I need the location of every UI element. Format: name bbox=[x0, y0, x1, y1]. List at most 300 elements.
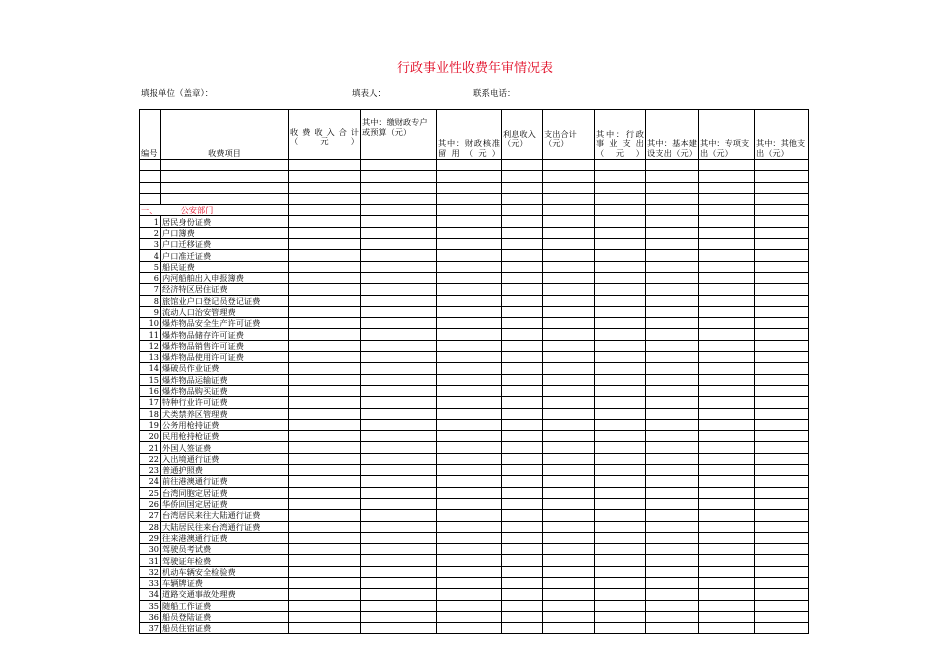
value-cell bbox=[289, 555, 361, 566]
value-cell bbox=[437, 340, 502, 351]
value-cell bbox=[699, 532, 755, 543]
header-other-expense: 其中：其他支出（元） bbox=[755, 110, 809, 160]
table-row bbox=[140, 261, 809, 272]
table-row bbox=[140, 589, 809, 600]
value-cell bbox=[699, 544, 755, 555]
value-cell bbox=[699, 623, 755, 634]
value-cell bbox=[361, 352, 437, 363]
value-cell bbox=[595, 227, 646, 238]
value-cell bbox=[755, 385, 809, 396]
value-cell bbox=[755, 623, 809, 634]
row-number: 22 bbox=[140, 453, 161, 464]
value-cell bbox=[361, 623, 437, 634]
value-cell bbox=[646, 566, 699, 577]
header-to-treasury: 其中：缴财政专户或预算（元） bbox=[361, 110, 437, 160]
value-cell bbox=[361, 227, 437, 238]
value-cell bbox=[502, 521, 543, 532]
fee-item-name: 爆炸物品安全生产许可证费 bbox=[161, 318, 289, 329]
value-cell bbox=[437, 555, 502, 566]
value-cell bbox=[543, 555, 595, 566]
value-cell bbox=[595, 600, 646, 611]
table-row bbox=[140, 521, 809, 532]
table-row bbox=[140, 555, 809, 566]
value-cell bbox=[361, 532, 437, 543]
value-cell bbox=[755, 419, 809, 430]
value-cell bbox=[361, 284, 437, 295]
value-cell bbox=[289, 385, 361, 396]
table-row bbox=[140, 442, 809, 453]
value-cell bbox=[502, 544, 543, 555]
row-number: 30 bbox=[140, 544, 161, 555]
value-cell bbox=[755, 340, 809, 351]
header-row bbox=[140, 110, 809, 160]
value-cell bbox=[543, 487, 595, 498]
fee-item-name: 往来港澳通行证费 bbox=[161, 532, 289, 543]
value-cell bbox=[646, 498, 699, 509]
table-row bbox=[140, 374, 809, 385]
value-cell bbox=[699, 465, 755, 476]
row-number: 13 bbox=[140, 352, 161, 363]
value-cell bbox=[755, 374, 809, 385]
value-cell bbox=[595, 284, 646, 295]
value-cell bbox=[543, 589, 595, 600]
value-cell bbox=[755, 476, 809, 487]
fee-item-name: 民用枪持枪证费 bbox=[161, 431, 289, 442]
value-cell bbox=[755, 431, 809, 442]
value-cell bbox=[543, 250, 595, 261]
value-cell bbox=[646, 397, 699, 408]
value-cell bbox=[646, 318, 699, 329]
value-cell bbox=[437, 431, 502, 442]
value-cell bbox=[437, 589, 502, 600]
row-number: 9 bbox=[140, 306, 161, 317]
value-cell bbox=[699, 419, 755, 430]
value-cell bbox=[646, 442, 699, 453]
row-number: 11 bbox=[140, 329, 161, 340]
value-cell bbox=[361, 261, 437, 272]
value-cell bbox=[699, 329, 755, 340]
row-number: 36 bbox=[140, 611, 161, 622]
value-cell bbox=[361, 239, 437, 250]
table-row bbox=[140, 250, 809, 261]
value-cell bbox=[361, 318, 437, 329]
fee-item-name: 船员住宿证费 bbox=[161, 623, 289, 634]
table-row bbox=[140, 306, 809, 317]
value-cell bbox=[502, 510, 543, 521]
value-cell bbox=[595, 510, 646, 521]
value-cell bbox=[502, 453, 543, 464]
fee-item-name: 爆炸物品销售许可证费 bbox=[161, 340, 289, 351]
value-cell bbox=[755, 227, 809, 238]
value-cell bbox=[755, 329, 809, 340]
table-row bbox=[140, 465, 809, 476]
header-construction-expense: 其中：基本建设支出（元） bbox=[646, 110, 699, 160]
value-cell bbox=[699, 521, 755, 532]
value-cell bbox=[699, 295, 755, 306]
fee-item-name: 户口簿费 bbox=[161, 227, 289, 238]
value-cell bbox=[543, 623, 595, 634]
value-cell bbox=[289, 476, 361, 487]
value-cell bbox=[595, 521, 646, 532]
value-cell bbox=[543, 453, 595, 464]
fee-review-table bbox=[139, 109, 809, 634]
value-cell bbox=[361, 453, 437, 464]
row-number: 15 bbox=[140, 374, 161, 385]
value-cell bbox=[646, 363, 699, 374]
row-number: 14 bbox=[140, 363, 161, 374]
table-row bbox=[140, 431, 809, 442]
value-cell bbox=[361, 385, 437, 396]
value-cell bbox=[646, 295, 699, 306]
value-cell bbox=[437, 216, 502, 227]
table-row bbox=[140, 295, 809, 306]
value-cell bbox=[699, 363, 755, 374]
row-number: 37 bbox=[140, 623, 161, 634]
value-cell bbox=[755, 498, 809, 509]
table-row bbox=[140, 385, 809, 396]
table-row bbox=[140, 600, 809, 611]
fee-item-name: 台湾同胞定居证费 bbox=[161, 487, 289, 498]
value-cell bbox=[502, 385, 543, 396]
value-cell bbox=[361, 600, 437, 611]
value-cell bbox=[437, 239, 502, 250]
value-cell bbox=[502, 329, 543, 340]
value-cell bbox=[543, 476, 595, 487]
value-cell bbox=[502, 555, 543, 566]
value-cell bbox=[543, 408, 595, 419]
value-cell bbox=[289, 465, 361, 476]
value-cell bbox=[595, 532, 646, 543]
header-approved-retention: 其中：财政核准留用（元） bbox=[437, 110, 502, 160]
value-cell bbox=[543, 442, 595, 453]
row-number: 19 bbox=[140, 419, 161, 430]
value-cell bbox=[699, 442, 755, 453]
value-cell bbox=[595, 408, 646, 419]
row-number: 6 bbox=[140, 272, 161, 283]
value-cell bbox=[543, 295, 595, 306]
table-row bbox=[140, 498, 809, 509]
row-number: 12 bbox=[140, 340, 161, 351]
fee-item-name: 台湾居民来往大陆通行证费 bbox=[161, 510, 289, 521]
value-cell bbox=[646, 577, 699, 588]
fee-item-name: 前往港澳通行证费 bbox=[161, 476, 289, 487]
value-cell bbox=[699, 272, 755, 283]
value-cell bbox=[755, 216, 809, 227]
value-cell bbox=[699, 589, 755, 600]
value-cell bbox=[699, 498, 755, 509]
phone-label: 联系电话： bbox=[473, 89, 516, 99]
value-cell bbox=[543, 521, 595, 532]
value-cell bbox=[289, 352, 361, 363]
blank-row bbox=[140, 171, 809, 182]
page-title: 行政事业性收费年审情况表 bbox=[396, 61, 553, 76]
value-cell bbox=[361, 340, 437, 351]
value-cell bbox=[595, 352, 646, 363]
header-total-expense: 支出合计（元） bbox=[543, 110, 595, 160]
fee-item-name: 户口准迁证费 bbox=[161, 250, 289, 261]
value-cell bbox=[361, 397, 437, 408]
value-cell bbox=[502, 442, 543, 453]
value-cell bbox=[646, 385, 699, 396]
section-number: 一、 bbox=[141, 205, 158, 216]
value-cell bbox=[437, 295, 502, 306]
value-cell bbox=[502, 363, 543, 374]
value-cell bbox=[646, 374, 699, 385]
fee-item-name: 道路交通事故处理费 bbox=[161, 589, 289, 600]
value-cell bbox=[289, 611, 361, 622]
value-cell bbox=[437, 442, 502, 453]
value-cell bbox=[543, 431, 595, 442]
value-cell bbox=[699, 431, 755, 442]
value-cell bbox=[502, 352, 543, 363]
value-cell bbox=[755, 397, 809, 408]
value-cell bbox=[595, 453, 646, 464]
fee-item-name: 公务用枪持证费 bbox=[161, 419, 289, 430]
fee-item-name: 犬类禁养区管理费 bbox=[161, 408, 289, 419]
value-cell bbox=[595, 397, 646, 408]
row-number: 18 bbox=[140, 408, 161, 419]
value-cell bbox=[289, 216, 361, 227]
fee-item-name: 普通护照费 bbox=[161, 465, 289, 476]
value-cell bbox=[502, 284, 543, 295]
row-number: 5 bbox=[140, 261, 161, 272]
value-cell bbox=[361, 374, 437, 385]
value-cell bbox=[361, 431, 437, 442]
row-number: 17 bbox=[140, 397, 161, 408]
value-cell bbox=[502, 318, 543, 329]
value-cell bbox=[755, 600, 809, 611]
value-cell bbox=[755, 272, 809, 283]
value-cell bbox=[437, 521, 502, 532]
value-cell bbox=[646, 306, 699, 317]
value-cell bbox=[437, 329, 502, 340]
table-row bbox=[140, 216, 809, 227]
row-number: 35 bbox=[140, 600, 161, 611]
value-cell bbox=[502, 487, 543, 498]
fee-item-name: 驾驶证年检费 bbox=[161, 555, 289, 566]
table-row bbox=[140, 623, 809, 634]
value-cell bbox=[437, 487, 502, 498]
value-cell bbox=[543, 498, 595, 509]
value-cell bbox=[543, 397, 595, 408]
value-cell bbox=[595, 318, 646, 329]
row-number: 7 bbox=[140, 284, 161, 295]
header-total-income: 收费收入合计（元） bbox=[289, 110, 361, 160]
table-row bbox=[140, 239, 809, 250]
fee-item-name: 爆炸物品使用许可证费 bbox=[161, 352, 289, 363]
value-cell bbox=[502, 577, 543, 588]
value-cell bbox=[755, 363, 809, 374]
value-cell bbox=[361, 295, 437, 306]
filling-unit-label: 填报单位（盖章）： bbox=[141, 89, 214, 99]
value-cell bbox=[437, 498, 502, 509]
value-cell bbox=[755, 306, 809, 317]
table-row bbox=[140, 566, 809, 577]
value-cell bbox=[543, 227, 595, 238]
fee-item-name: 外国人签证费 bbox=[161, 442, 289, 453]
value-cell bbox=[646, 476, 699, 487]
blank-row bbox=[140, 160, 809, 171]
value-cell bbox=[502, 216, 543, 227]
value-cell bbox=[437, 227, 502, 238]
value-cell bbox=[361, 329, 437, 340]
fee-item-name: 车辆牌证费 bbox=[161, 577, 289, 588]
value-cell bbox=[289, 510, 361, 521]
table-row bbox=[140, 272, 809, 283]
table-row bbox=[140, 329, 809, 340]
row-number: 10 bbox=[140, 318, 161, 329]
value-cell bbox=[755, 408, 809, 419]
value-cell bbox=[437, 374, 502, 385]
table-row bbox=[140, 453, 809, 464]
table-row bbox=[140, 318, 809, 329]
value-cell bbox=[755, 318, 809, 329]
value-cell bbox=[646, 352, 699, 363]
value-cell bbox=[595, 261, 646, 272]
value-cell bbox=[699, 408, 755, 419]
value-cell bbox=[502, 611, 543, 622]
value-cell bbox=[361, 521, 437, 532]
value-cell bbox=[361, 216, 437, 227]
table-row bbox=[140, 476, 809, 487]
fee-item-name: 特种行业许可证费 bbox=[161, 397, 289, 408]
value-cell bbox=[595, 216, 646, 227]
value-cell bbox=[289, 250, 361, 261]
value-cell bbox=[646, 453, 699, 464]
value-cell bbox=[755, 555, 809, 566]
value-cell bbox=[502, 306, 543, 317]
value-cell bbox=[699, 216, 755, 227]
value-cell bbox=[646, 261, 699, 272]
value-cell bbox=[543, 284, 595, 295]
value-cell bbox=[543, 611, 595, 622]
value-cell bbox=[595, 498, 646, 509]
section-cell bbox=[140, 205, 289, 216]
row-number: 2 bbox=[140, 227, 161, 238]
header-interest-income: 利息收入（元） bbox=[502, 110, 543, 160]
value-cell bbox=[543, 544, 595, 555]
table-row bbox=[140, 577, 809, 588]
table-row bbox=[140, 227, 809, 238]
section-row bbox=[140, 205, 809, 216]
value-cell bbox=[699, 577, 755, 588]
value-cell bbox=[289, 589, 361, 600]
value-cell bbox=[437, 250, 502, 261]
value-cell bbox=[755, 521, 809, 532]
value-cell bbox=[289, 419, 361, 430]
value-cell bbox=[646, 227, 699, 238]
value-cell bbox=[502, 498, 543, 509]
filler-label: 填表人： bbox=[352, 89, 387, 99]
value-cell bbox=[543, 239, 595, 250]
header-fee-item: 收费项目 bbox=[161, 110, 289, 160]
row-number: 33 bbox=[140, 577, 161, 588]
value-cell bbox=[289, 363, 361, 374]
value-cell bbox=[699, 510, 755, 521]
value-cell bbox=[646, 555, 699, 566]
value-cell bbox=[755, 352, 809, 363]
value-cell bbox=[361, 419, 437, 430]
value-cell bbox=[502, 340, 543, 351]
row-number: 34 bbox=[140, 589, 161, 600]
value-cell bbox=[361, 566, 437, 577]
value-cell bbox=[755, 589, 809, 600]
table-row bbox=[140, 397, 809, 408]
value-cell bbox=[437, 397, 502, 408]
value-cell bbox=[699, 600, 755, 611]
value-cell bbox=[289, 487, 361, 498]
value-cell bbox=[595, 374, 646, 385]
fee-item-name: 户口迁移证费 bbox=[161, 239, 289, 250]
value-cell bbox=[543, 577, 595, 588]
header-number: 编号 bbox=[140, 110, 161, 160]
value-cell bbox=[289, 577, 361, 588]
value-cell bbox=[289, 566, 361, 577]
table-row bbox=[140, 487, 809, 498]
value-cell bbox=[437, 352, 502, 363]
value-cell bbox=[437, 510, 502, 521]
value-cell bbox=[289, 397, 361, 408]
value-cell bbox=[646, 521, 699, 532]
value-cell bbox=[289, 521, 361, 532]
value-cell bbox=[361, 306, 437, 317]
value-cell bbox=[289, 453, 361, 464]
value-cell bbox=[699, 397, 755, 408]
value-cell bbox=[543, 465, 595, 476]
value-cell bbox=[595, 419, 646, 430]
value-cell bbox=[755, 239, 809, 250]
value-cell bbox=[595, 363, 646, 374]
value-cell bbox=[646, 408, 699, 419]
value-cell bbox=[289, 272, 361, 283]
fee-item-name: 船民证费 bbox=[161, 261, 289, 272]
value-cell bbox=[361, 250, 437, 261]
value-cell bbox=[289, 284, 361, 295]
value-cell bbox=[543, 306, 595, 317]
value-cell bbox=[646, 284, 699, 295]
value-cell bbox=[595, 329, 646, 340]
value-cell bbox=[595, 623, 646, 634]
value-cell bbox=[289, 261, 361, 272]
row-number: 31 bbox=[140, 555, 161, 566]
value-cell bbox=[646, 216, 699, 227]
value-cell bbox=[595, 544, 646, 555]
value-cell bbox=[437, 408, 502, 419]
value-cell bbox=[437, 566, 502, 577]
value-cell bbox=[437, 544, 502, 555]
value-cell bbox=[502, 295, 543, 306]
value-cell bbox=[646, 272, 699, 283]
row-number: 1 bbox=[140, 216, 161, 227]
value-cell bbox=[361, 487, 437, 498]
value-cell bbox=[289, 374, 361, 385]
value-cell bbox=[361, 510, 437, 521]
row-number: 28 bbox=[140, 521, 161, 532]
value-cell bbox=[543, 374, 595, 385]
value-cell bbox=[543, 419, 595, 430]
value-cell bbox=[699, 250, 755, 261]
value-cell bbox=[699, 476, 755, 487]
value-cell bbox=[595, 611, 646, 622]
value-cell bbox=[289, 623, 361, 634]
value-cell bbox=[699, 318, 755, 329]
value-cell bbox=[646, 623, 699, 634]
value-cell bbox=[755, 295, 809, 306]
fee-item-name: 随船工作证费 bbox=[161, 600, 289, 611]
value-cell bbox=[437, 611, 502, 622]
fee-item-name: 船员登陆证费 bbox=[161, 611, 289, 622]
table-row bbox=[140, 419, 809, 430]
